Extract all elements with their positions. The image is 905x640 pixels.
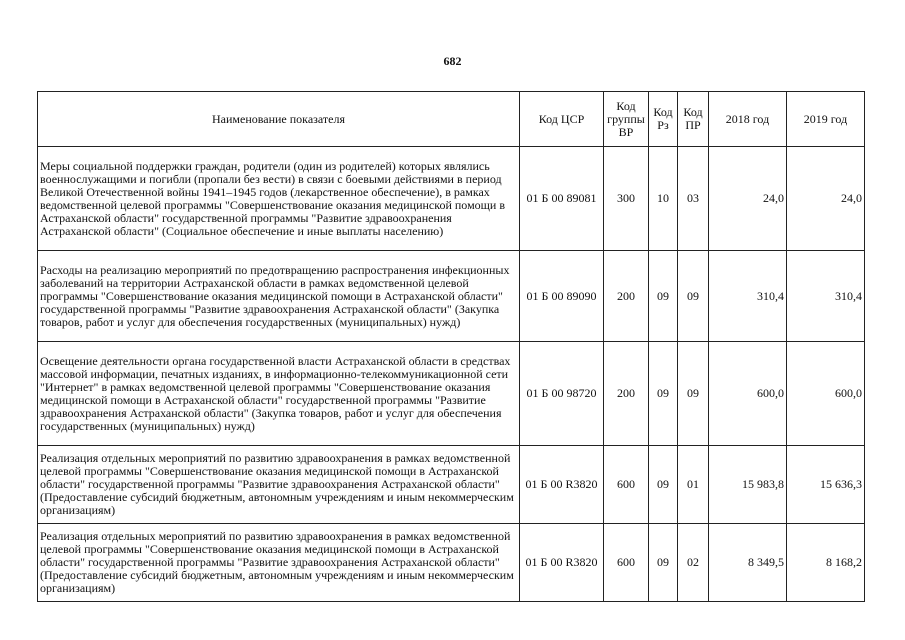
row-name: Реализация отдельных мероприятий по развитию здравоохранения в рамках ведомственной целевой программы "Совершенствование оказания медицинской помощи в Астраханской области" государственной программы "Развитие здравоохранения Астраханской области" (Предоставление субсидий бюджетным, автономным учреждениям и иным некоммерческим организациям) [38,524,520,602]
row-pr: 02 [678,524,709,602]
header-csr: Код ЦСР [520,92,604,147]
header-rz: Код Рз [649,92,678,147]
row-pr: 01 [678,446,709,524]
row-csr: 01 Б 00 R3820 [520,524,604,602]
row-pr: 03 [678,147,709,251]
table-row [38,342,865,446]
row-pr: 09 [678,251,709,342]
row-csr: 01 Б 00 89090 [520,251,604,342]
row-name: Расходы на реализацию мероприятий по предотвращению распространения инфекционных заболеваний на территории Астраханской области в рамках ведомственной целевой программы "Совершенствование оказания медицинской помощи в Астраханской области" государственной программы "Развитие здравоохранения Астраханской области" (Закупка товаров, работ и услуг для обеспечения государственных (муниципальных) нужд) [38,251,520,342]
header-2018: 2018 год [709,92,787,147]
row-rz: 10 [649,147,678,251]
row-2018: 15 983,8 [709,446,787,524]
row-2019: 8 168,2 [787,524,865,602]
row-2019: 15 636,3 [787,446,865,524]
row-2018: 8 349,5 [709,524,787,602]
row-rz: 09 [649,446,678,524]
row-2018: 24,0 [709,147,787,251]
row-rz: 09 [649,524,678,602]
row-2019: 600,0 [787,342,865,446]
table-header-row [38,92,865,147]
header-pr: Код ПР [678,92,709,147]
row-rz: 09 [649,251,678,342]
budget-table [37,91,865,602]
row-2019: 310,4 [787,251,865,342]
row-name: Реализация отдельных мероприятий по развитию здравоохранения в рамках ведомственной целевой программы "Совершенствование оказания медицинской помощи в Астраханской области" государственной программы "Развитие здравоохранения Астраханской области" (Предоставление субсидий бюджетным, автономным учреждениям и иным некоммерческим организациям) [38,446,520,524]
header-vr: Код группы ВР [604,92,649,147]
row-2019: 24,0 [787,147,865,251]
header-name: Наименование показателя [38,92,520,147]
row-rz: 09 [649,342,678,446]
row-csr: 01 Б 00 R3820 [520,446,604,524]
row-pr: 09 [678,342,709,446]
row-vr: 200 [604,251,649,342]
header-2019: 2019 год [787,92,865,147]
table-row [38,524,865,602]
row-name: Меры социальной поддержки граждан, родители (один из родителей) которых являлись военнослужащими и погибли (пропали без вести) в связи с боевыми действиями в период Великой Отечественной войны 1941–1945 годов (лекарственное обеспечение), в рамках ведомственной целевой программы "Совершенствование оказания медицинской помощи в Астраханской области" государственной программы "Развитие здравоохранения Астраханской области" (Социальное обеспечение и иные выплаты населению) [38,147,520,251]
row-vr: 600 [604,524,649,602]
row-vr: 300 [604,147,649,251]
row-name: Освещение деятельности органа государственной власти Астраханской области в средствах массовой информации, печатных изданиях, в информационно-телекоммуникационной сети "Интернет" в рамках ведомственной целевой программы "Совершенствование оказания медицинской помощи в Астраханской области" государственной программы "Развитие здравоохранения Астраханской области" (Закупка товаров, работ и услуг для обеспечения государственных (муниципальных) нужд) [38,342,520,446]
row-vr: 600 [604,446,649,524]
table-row [38,147,865,251]
page-number: 682 [443,54,462,68]
row-vr: 200 [604,342,649,446]
row-csr: 01 Б 00 89081 [520,147,604,251]
row-csr: 01 Б 00 98720 [520,342,604,446]
table-row [38,446,865,524]
row-2018: 310,4 [709,251,787,342]
row-2018: 600,0 [709,342,787,446]
table-row [38,251,865,342]
